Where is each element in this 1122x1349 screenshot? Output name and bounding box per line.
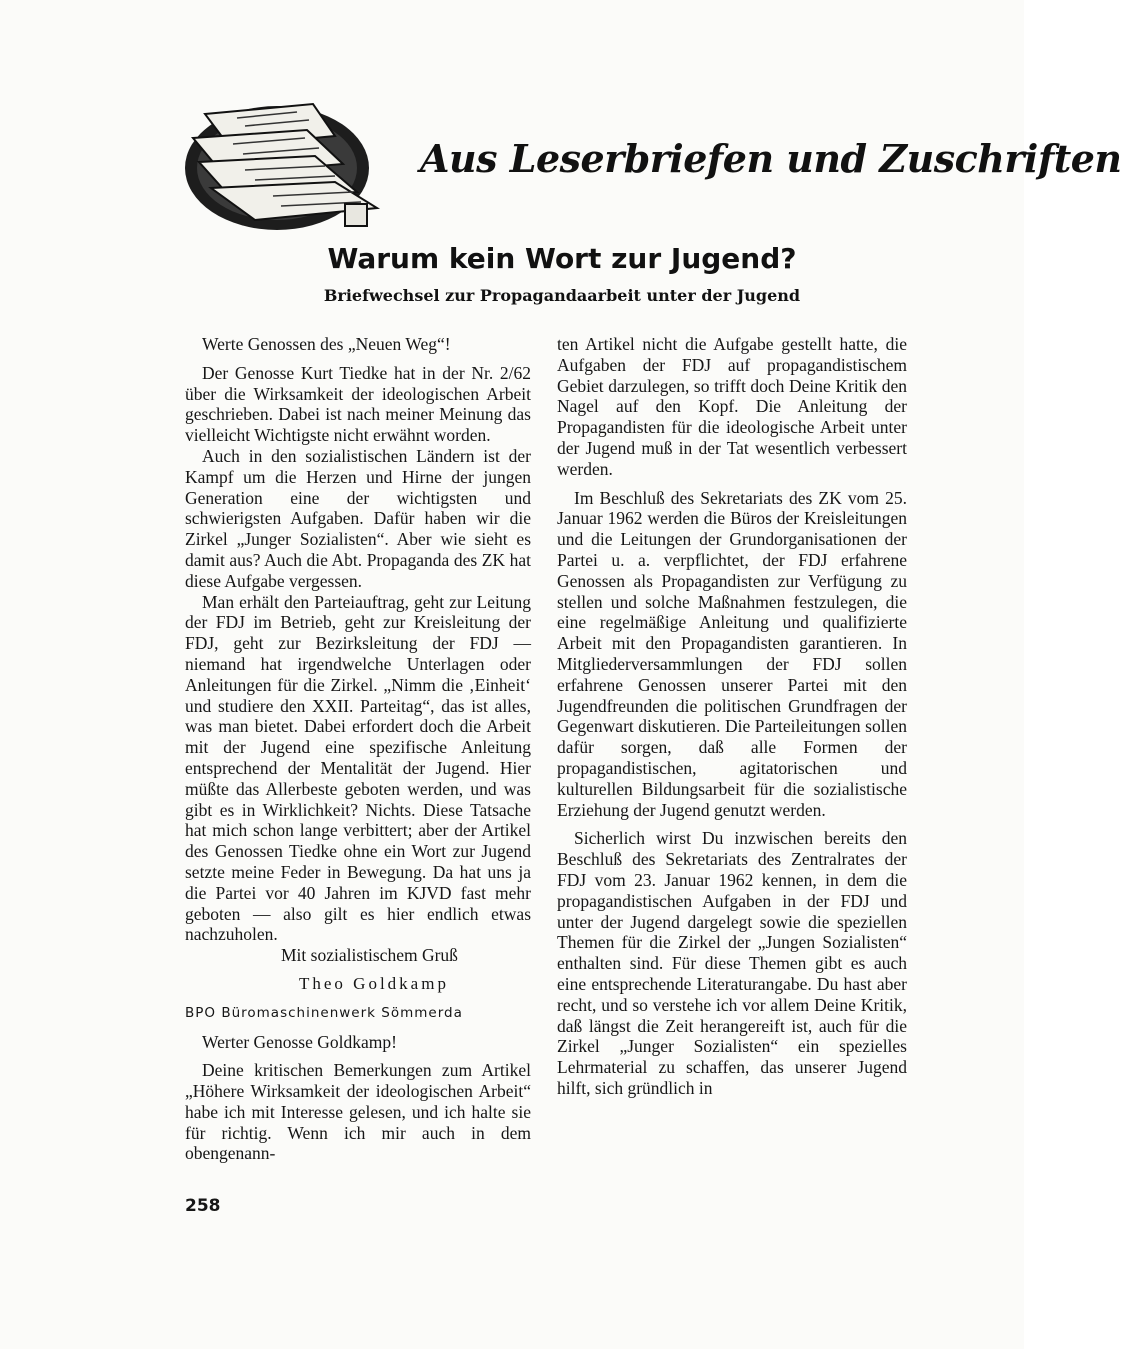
right-column	[557, 334, 907, 1107]
letter2-paragraph: Im Beschluß des Sekretariats des ZK vom 25. Januar 1962 werden die Büros der Kreisleitungen und die Leitungen der Grundorganisationen der Partei u. a. verpflichtet, der FDJ erfahrene Genossen als Propagandisten zur Verfügung zu stellen und solche Maßnahmen festzulegen, die eine regelmäßige Anleitung und qualifizierte Arbeit mit den Propagandisten garantieren. In Mitgliederversammlungen der FDJ sollen erfahrene Genossen unserer Partei mit den Jugendfreunden die politischen Grundfragen der Gegenwart diskutieren. Die Parteileitungen sollen dafür sorgen, daß alle Formen der propagandistischen, agitatorischen und kulturellen Bildungsarbeit für die sozialistische Erziehung der Jugend genutzt werden.	[557, 487, 907, 820]
letter2-paragraph: Deine kritischen Bemerkungen zum Artikel „Höhere Wirksamkeit der ideologischen Arbeit“ habe ich mit Interesse gelesen, und ich halte sie für richtig. Wenn ich mir auch in dem obengenann-	[185, 1060, 531, 1164]
left-column	[185, 334, 531, 1172]
letter1-signature-org: BPO Büromaschinenwerk Sömmerda	[185, 1004, 463, 1021]
article-headline: Warum kein Wort zur Jugend?	[327, 242, 797, 275]
letter1-paragraph: Auch in den sozialistischen Ländern ist der Kampf um die Herzen und Hirne der jungen Generation eine der wichtigsten und schwierigsten Aufgaben. Dafür haben wir die Zirkel „Junger Sozialisten“. Aber wie sieht es damit aus? Auch die Abt. Propaganda des ZK hat diese Aufgabe vergessen.	[185, 445, 531, 591]
letter1-salutation: Werte Genossen des „Neuen Weg“!	[202, 334, 451, 354]
page-number: 258	[185, 1196, 221, 1216]
letter2-paragraph-continued: ten Artikel nicht die Aufgabe gestellt hatte, die Aufgaben der FDJ auf propagandistischem Gebiet darzulegen, so trifft doch Deine Kritik den Nagel auf den Kopf. Die Anleitung der Propagandisten für die ideologische Arbeit unter der Jugend muß in der Tat wesentlich verbessert werden.	[557, 334, 907, 479]
article-subheadline: Briefwechsel zur Propagandaarbeit unter der Jugend	[323, 286, 801, 305]
section-title: Aus Leserbriefen und Zuschriften	[420, 136, 1122, 181]
letter1-paragraph: Der Genosse Kurt Tiedke hat in der Nr. 2/62 über die Wirksamkeit der ideologischen Arbeit geschrieben. Dabei ist nach meiner Meinung das vielleicht Wichtigste nicht erwähnt worden.	[185, 362, 531, 446]
letters-stack-illustration	[185, 96, 385, 236]
letter1-closing: Mit sozialistischem Gruß	[281, 945, 458, 966]
letter1-paragraph: Man erhält den Parteiauftrag, geht zur Leitung der FDJ im Betrieb, geht zur Kreisleitung der FDJ, geht zur Bezirksleitung der FDJ — niemand hat irgendwelche Unterlagen oder Anleitungen für die Zirkel. „Nimm die ‚Einheit‘ und studiere den XXII. Parteitag“, das ist alles, was man bietet. Dabei erfordert doch die Arbeit mit der Jugend eine spezifische Anleitung entsprechend der Mentalität der Jugend. Hier müßte das Allerbeste geboten werden, und was gibt es in Wirklichkeit? Nichts. Diese Tatsache hat mich schon lange verbittert; aber der Artikel des Genossen Tiedke ohne ein Wort zur Jugend setzte meine Feder in Bewegung. Da hat uns ja die Partei vor 40 Jahren im KJVD fast mehr geboten — also gilt es hier endlich etwas nachzuholen.	[185, 591, 531, 945]
letter2-paragraph: Sicherlich wirst Du inzwischen bereits den Beschluß des Sekretariats des Zentralrates der FDJ vom 23. Januar 1962 kennen, in dem die propagandistischen Aufgaben in der FDJ und unter der Jugend dargelegt sowie die speziellen Themen für die Zirkel der „Jungen Sozialisten“ enthalten sind. Für diese Themen gibt es auch eine entsprechende Literaturangabe. Du hast aber recht, und so verstehe ich vor allem Deine Kritik, daß längst die Zeit herangereift ist, auch für die Zirkel „Junger Sozialisten“ ein spezielles Lehrmaterial zu schaffen, das unserer Jugend hilft, sich gründlich in	[557, 828, 907, 1098]
letter1-signature-name: Theo Goldkamp	[299, 973, 449, 993]
letter2-salutation: Werter Genosse Goldkamp!	[202, 1031, 397, 1052]
